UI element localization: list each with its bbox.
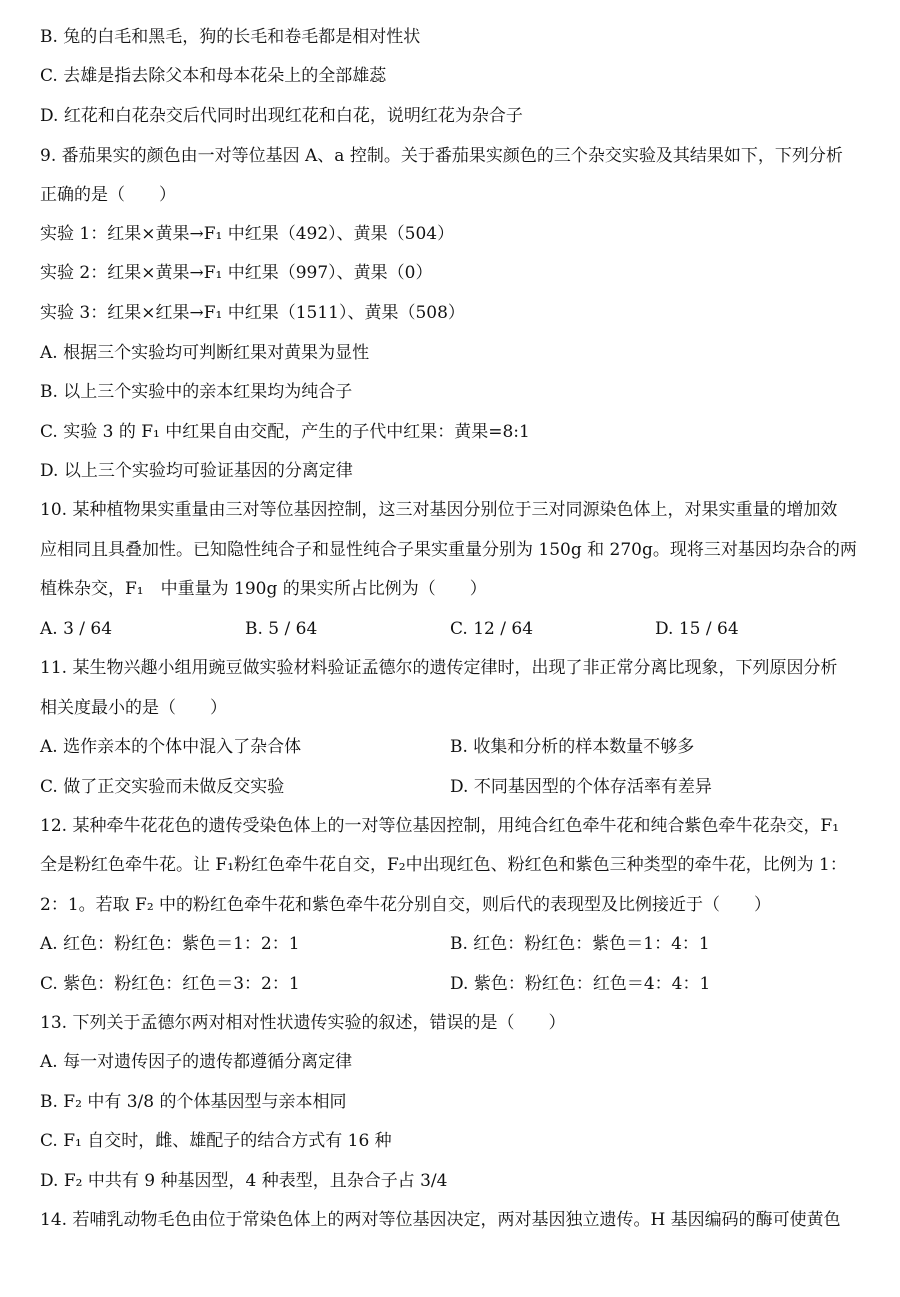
q12-option-b: B. 红色：粉红色：紫色＝1：4：1 bbox=[450, 934, 710, 954]
q12-option-c: C. 紫色：粉红色：红色＝3：2：1 bbox=[40, 974, 300, 994]
q13-option-c: C. F₁ 自交时，雌、雄配子的结合方式有 16 种 bbox=[40, 1131, 392, 1151]
q8-option-c: C. 去雄是指去除父本和母本花朵上的全部雄蕊 bbox=[40, 66, 387, 86]
q10-stem-line3: 植株杂交，F₁ 中重量为 190g 的果实所占比例为（ ） bbox=[40, 579, 487, 599]
q13-option-d: D. F₂ 中共有 9 种基因型，4 种表型，且杂合子占 3/4 bbox=[40, 1171, 448, 1191]
q13-option-a: A. 每一对遗传因子的遗传都遵循分离定律 bbox=[40, 1052, 353, 1072]
q9-experiment-3: 实验 3：红果×红果→F₁ 中红果（1511）、黄果（508） bbox=[40, 303, 465, 323]
q10-stem-line1: 10. 某种植物果实重量由三对等位基因控制，这三对基因分别位于三对同源染色体上，对果实重量的增加效 bbox=[40, 500, 838, 520]
q10-option-c: C. 12 / 64 bbox=[450, 619, 534, 639]
q11-stem-line2: 相关度最小的是（ ） bbox=[40, 698, 227, 718]
q9-experiment-1: 实验 1：红果×黄果→F₁ 中红果（492）、黄果（504） bbox=[40, 224, 455, 244]
q9-stem-line2: 正确的是（ ） bbox=[40, 185, 176, 205]
q10-option-b: B. 5 / 64 bbox=[245, 619, 318, 639]
q8-option-b: B. 兔的白毛和黑毛，狗的长毛和卷毛都是相对性状 bbox=[40, 27, 421, 47]
q12-stem-line2: 全是粉红色牵牛花。让 F₁粉红色牵牛花自交，F₂中出现红色、粉红色和紫色三种类型的牵牛花，比例为 1： bbox=[40, 855, 847, 875]
q9-option-d: D. 以上三个实验均可验证基因的分离定律 bbox=[40, 461, 353, 481]
q10-option-d: D. 15 / 64 bbox=[655, 619, 739, 639]
q13-stem: 13. 下列关于孟德尔两对相对性状遗传实验的叙述，错误的是（ ） bbox=[40, 1013, 566, 1033]
q11-option-a: A. 选作亲本的个体中混入了杂合体 bbox=[40, 737, 302, 757]
q12-option-d: D. 紫色：粉红色：红色＝4：4：1 bbox=[450, 974, 711, 994]
q12-stem-line3: 2：1。若取 F₂ 中的粉红色牵牛花和紫色牵牛花分别自交，则后代的表现型及比例接近于（ ） bbox=[40, 895, 772, 915]
q11-option-c: C. 做了正交实验而未做反交实验 bbox=[40, 777, 285, 797]
q10-option-a: A. 3 / 64 bbox=[40, 619, 113, 639]
q9-option-b: B. 以上三个实验中的亲本红果均为纯合子 bbox=[40, 382, 353, 402]
q11-stem-line1: 11. 某生物兴趣小组用豌豆做实验材料验证孟德尔的遗传定律时，出现了非正常分离比现象，下列原因分析 bbox=[40, 658, 838, 678]
q8-option-d: D. 红花和白花杂交后代同时出现红花和白花，说明红花为杂合子 bbox=[40, 106, 523, 126]
q12-stem-line1: 12. 某种牵牛花花色的遗传受染色体上的一对等位基因控制，用纯合红色牵牛花和纯合紫色牵牛花杂交，F₁ bbox=[40, 816, 840, 836]
q9-option-c: C. 实验 3 的 F₁ 中红果自由交配，产生的子代中红果：黄果=8:1 bbox=[40, 422, 530, 442]
q12-option-a: A. 红色：粉红色：紫色＝1：2：1 bbox=[40, 934, 300, 954]
q10-stem-line2: 应相同且具叠加性。已知隐性纯合子和显性纯合子果实重量分别为 150g 和 270g。现将三对基因均杂合的两 bbox=[40, 540, 857, 560]
q11-option-b: B. 收集和分析的样本数量不够多 bbox=[450, 737, 695, 757]
q9-experiment-2: 实验 2：红果×黄果→F₁ 中红果（997）、黄果（0） bbox=[40, 263, 433, 283]
q9-option-a: A. 根据三个实验均可判断红果对黄果为显性 bbox=[40, 343, 370, 363]
q14-stem-line1: 14. 若哺乳动物毛色由位于常染色体上的两对等位基因决定，两对基因独立遗传。H 基因编码的酶可使黄色 bbox=[40, 1210, 841, 1230]
q9-stem-line1: 9. 番茄果实的颜色由一对等位基因 A、a 控制。关于番茄果实颜色的三个杂交实验及其结果如下，下列分析 bbox=[40, 146, 843, 166]
q11-option-d: D. 不同基因型的个体存活率有差异 bbox=[450, 777, 712, 797]
q13-option-b: B. F₂ 中有 3/8 的个体基因型与亲本相同 bbox=[40, 1092, 347, 1112]
